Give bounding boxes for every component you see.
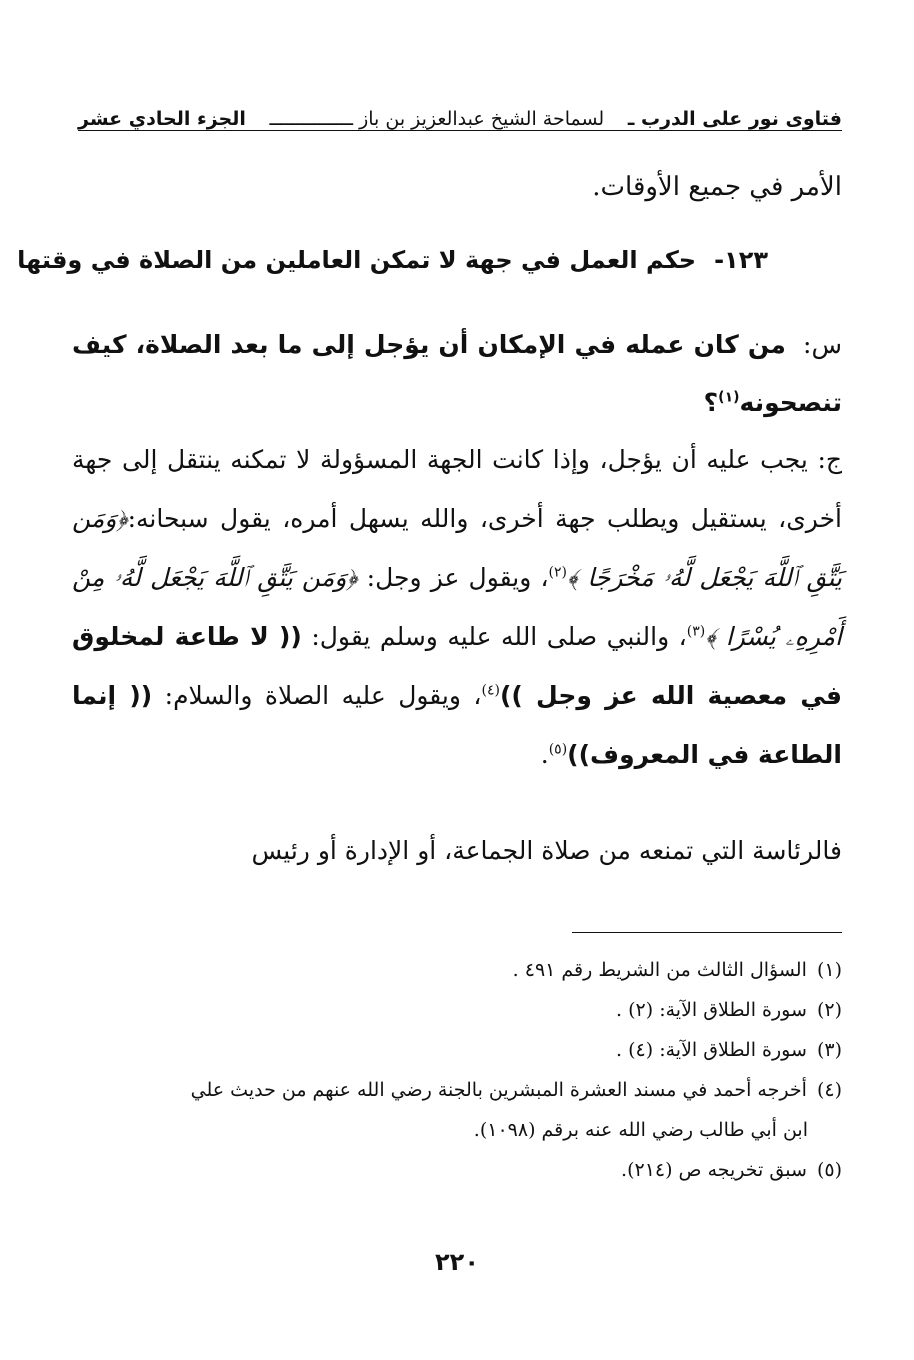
footnote-number: (٣): [816, 1039, 842, 1061]
footnote-4: [72, 1070, 842, 1110]
answer-text-2: ، ويقول عز وجل:: [366, 563, 549, 592]
fatwa-title: حكم العمل في جهة لا تمكن العاملين من الصلاة في وقتها: [17, 246, 697, 274]
answer-text-1: يجب عليه أن يؤجل، وإذا كانت الجهة المسؤولة لا تمكنه ينتقل إلى جهة أخرى، يستقيل ويطلب جهة أخرى، والله يسهل أمره، يقول سبحانه:: [72, 445, 842, 533]
hadith-2: (( إنما الطاعة في المعروف)): [72, 681, 842, 769]
header-book-title: فتاوى نور على الدرب ـ: [627, 108, 842, 130]
page-number: ٢٢٠: [435, 1248, 479, 1276]
footnote-number: (١): [816, 959, 842, 981]
footnote-ref: (٤): [481, 682, 500, 699]
footnote-5: [72, 1150, 842, 1190]
footnote-text: سورة الطلاق الآية: (٢) .: [616, 999, 807, 1021]
fatwa-heading: [17, 246, 768, 274]
question-paragraph: [72, 316, 842, 432]
footnote-3: [72, 1030, 842, 1070]
question-text: من كان عمله في الإمكان أن يؤجل إلى ما بعد الصلاة، كيف تنصحونه: [72, 330, 842, 417]
continuation-text: الأمر في جميع الأوقات.: [592, 172, 842, 202]
answer-label: ج:: [817, 445, 842, 474]
footnote-4-continuation: ابن أبي طالب رضي الله عنه برقم (١٠٩٨).: [473, 1119, 808, 1141]
footnote-divider: [572, 932, 842, 933]
footnote-ref: (١): [718, 389, 740, 406]
footnote-number: (٤): [816, 1079, 842, 1101]
hadith-1: (( لا طاعة لمخلوق في معصية الله عز وجل )): [72, 622, 842, 710]
quran-verse-2: ﴿وَمَن يَتَّقِ ٱللَّهَ يَجْعَل لَّهُۥ مِنْ أَمْرِهِۦ يُسْرًا ﴾: [72, 563, 843, 651]
header-author: لسماحة الشيخ عبدالعزيز بن باز ـــــــــــــــ: [269, 108, 605, 130]
footnote-text: سبق تخريجه ص (٢١٤).: [621, 1159, 807, 1181]
question-mark: ؟: [703, 388, 719, 417]
paragraph-2: فالرئاسة التي تمنعه من صلاة الجماعة، أو الإدارة أو رئيس: [251, 836, 842, 865]
header-volume: الجزء الحادي عشر: [78, 108, 246, 130]
answer-end: .: [540, 740, 549, 769]
footnote-ref: (٣): [686, 623, 706, 640]
footnote-number: (٥): [816, 1159, 842, 1181]
footnotes-list: [72, 950, 842, 1190]
running-header: [78, 96, 842, 131]
footnote-ref: (٢): [548, 564, 568, 581]
quran-verse-1: ﴿وَمَن يَتَّقِ ٱللَّهَ يَجْعَل لَّهُۥ مَخْرَجًا ﴾: [72, 504, 842, 592]
answer-text-3: ، والنبي صلى الله عليه وسلم يقول:: [311, 622, 687, 651]
footnote-text: السؤال الثالث من الشريط رقم ٤٩١ .: [512, 959, 807, 981]
footnote-text: أخرجه أحمد في مسند العشرة المبشرين بالجنة رضي الله عنهم من حديث علي: [190, 1079, 807, 1101]
footnote-text: سورة الطلاق الآية: (٤) .: [616, 1039, 807, 1061]
answer-paragraph: [72, 430, 842, 784]
footnote-ref: (٥): [548, 741, 568, 758]
footnote-1: [72, 950, 842, 990]
fatwa-number: ١٢٣-: [714, 246, 768, 274]
footnote-2: [72, 990, 842, 1030]
question-label: س:: [803, 330, 842, 359]
footnote-number: (٢): [816, 999, 842, 1021]
answer-text-4: ، ويقول عليه الصلاة والسلام:: [164, 681, 482, 710]
